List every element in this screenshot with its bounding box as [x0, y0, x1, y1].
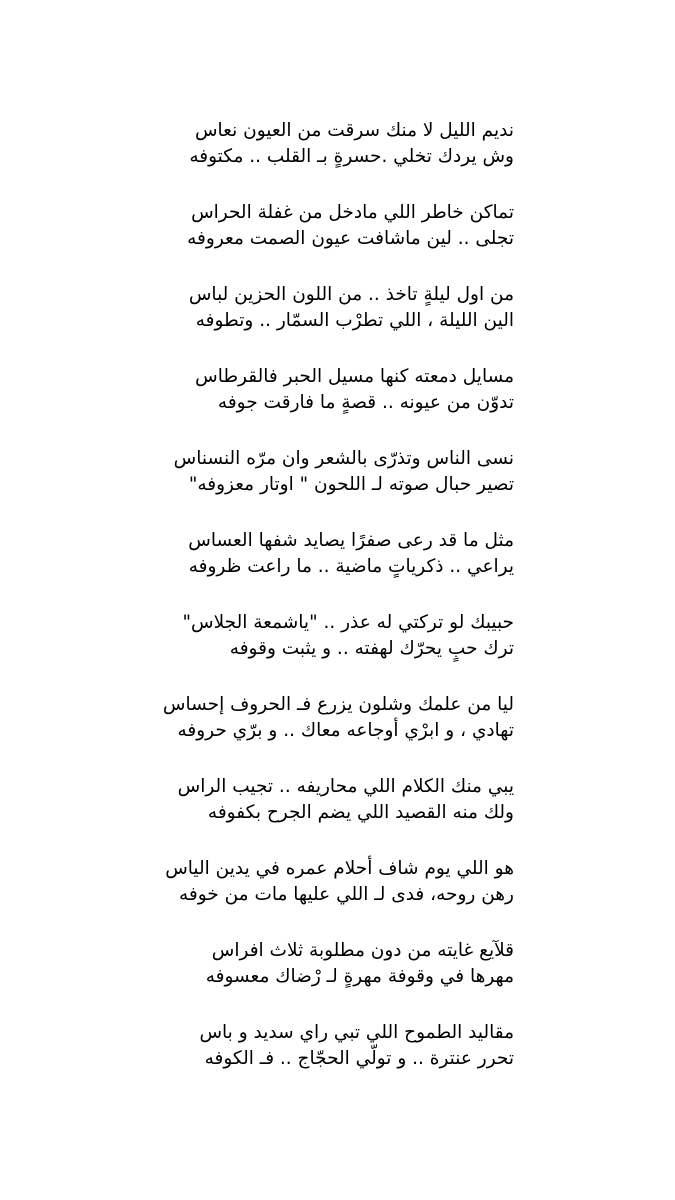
stanza-11	[0, 932, 675, 1014]
stanza-8	[0, 686, 675, 768]
stanza-9	[0, 768, 675, 850]
verse-line: قلآيع غايته من دون مطلوبة ثلاث افراس	[211, 940, 514, 961]
stanza-12	[0, 1014, 675, 1096]
verse-line: حبيبك لو تركتي له عذر .. "ياشمعة الجلاس"	[182, 612, 514, 633]
verse-line: تجلى .. لين ماشافت عيون الصمت معروفه	[187, 228, 514, 249]
verse-line: هو اللي يوم شاف أحلام عمره في يدين الياس	[165, 858, 514, 879]
stanza-5	[0, 440, 675, 522]
stanza-2	[0, 194, 675, 276]
verse-line: ليا من علمك وشلون يزرع فـ الحروف إحساس	[162, 694, 514, 715]
verse-line: ترك حبٍ يحرّك لهفته .. و يثبت وقوفه	[229, 638, 514, 659]
verse-line: مسايل دمعته كنها مسيل الحبر فالقرطاس	[195, 366, 514, 387]
verse-line: ولك منه القصيد اللي يضم الجرح بكفوفه	[207, 802, 514, 823]
verse-line: تهادي ، و ابرْي أوجاعه معاك .. و برّي حروفه	[177, 720, 514, 741]
verse-line: مهرها في وقوفة مهرةٍ لـ رْضاك معسوفه	[205, 966, 514, 987]
verse-line: رهن روحه، فدى لـ اللي عليها مات من خوفه	[178, 884, 514, 905]
verse-line: من اول ليلةٍ تاخذ .. من اللون الحزين لباس	[188, 284, 514, 305]
verse-line: مقاليد الطموح اللي تبي راي سديد و باس	[199, 1022, 514, 1043]
verse-line: تدوّن من عيونه .. قصةٍ ما فارقت جوفه	[217, 392, 514, 413]
verse-line: مثل ما قد رعى صفرًا يصايد شفها العساس	[188, 530, 514, 551]
verse-line: تصير حبال صوته لـ اللحون " اوتار معزوفه"	[188, 474, 514, 495]
verse-line: الين الليلة ، اللي تطرْب السمّار .. وتطوفه	[195, 310, 514, 331]
stanza-7	[0, 604, 675, 686]
verse-line: يبي منك الكلام اللي محاريفه .. تجيب الراس	[177, 776, 514, 797]
stanza-4	[0, 358, 675, 440]
verse-line: نديم الليل لا منك سرقت من العيون نعاس	[194, 120, 514, 141]
stanza-1	[0, 112, 675, 194]
stanza-3	[0, 276, 675, 358]
verse-line: يراعي .. ذكرياتٍ ماضية .. ما راعت ظروفه	[188, 556, 514, 577]
stanza-10	[0, 850, 675, 932]
verse-line: تحرر عنترة .. و تولّي الحجّاج .. فـ الكوفه	[204, 1048, 514, 1069]
verse-line: نسى الناس وتذرّى بالشعر وان مرّه النسناس	[173, 448, 514, 469]
poem	[0, 112, 675, 1096]
stanza-6	[0, 522, 675, 604]
verse-line: وش يردك تخلي .حسرةٍ بـ القلب .. مكتوفه	[189, 146, 514, 167]
verse-line: تماكن خاطر اللي مادخل من غفلة الحراس	[191, 202, 514, 223]
